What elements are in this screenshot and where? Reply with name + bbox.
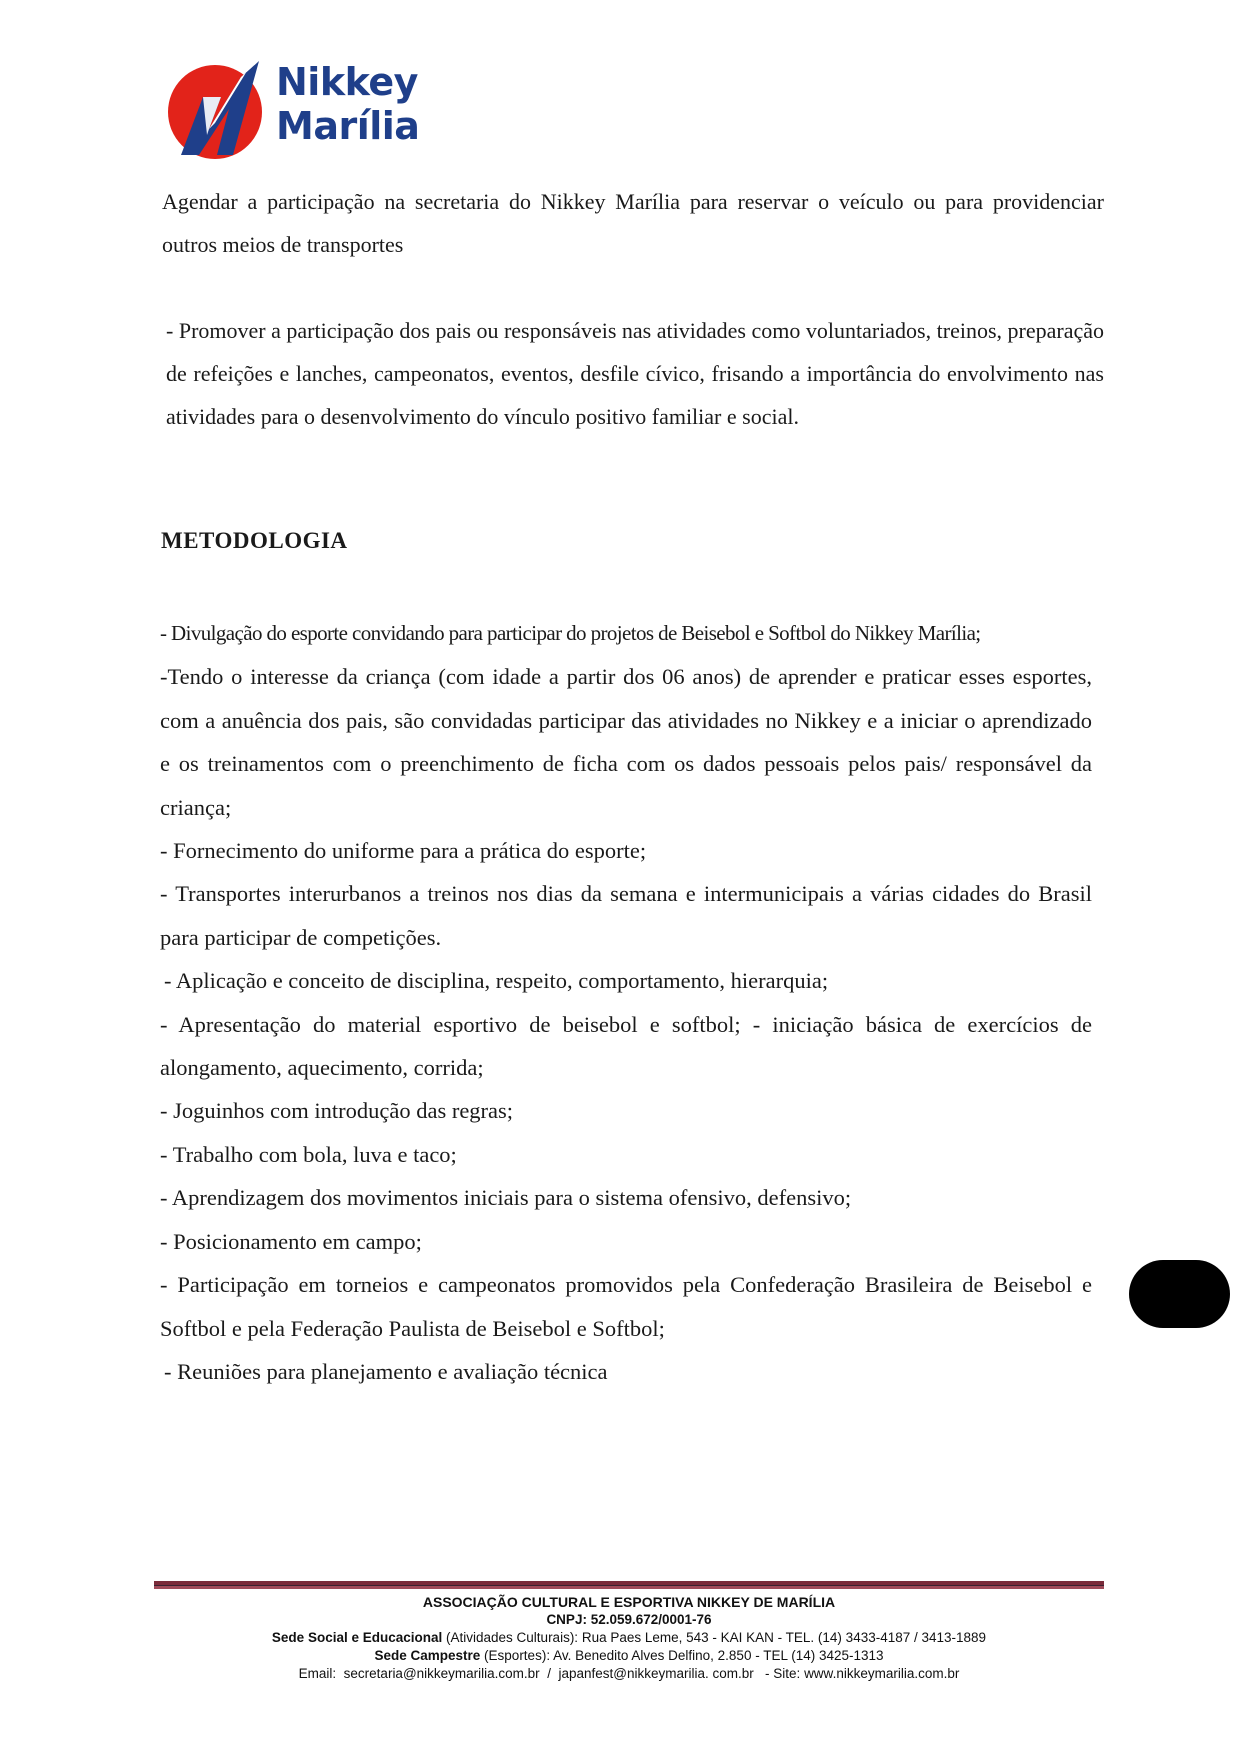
sede-campestre-label: Sede Campestre bbox=[374, 1648, 481, 1663]
footer-divider bbox=[154, 1581, 1104, 1589]
footer-org-name: ASSOCIAÇÃO CULTURAL E ESPORTIVA NIKKEY DE MARÍLIA bbox=[422, 1594, 836, 1610]
list-item: - Transportes interurbanos a treinos nos dias da semana e intermunicipais a várias cidades do Brasil para participar de competições. bbox=[160, 881, 1092, 950]
email-japanfest: japanfest@nikkeymarilia. com.br bbox=[558, 1666, 754, 1681]
site-url: www.nikkeymarilia.com.br bbox=[804, 1666, 960, 1681]
list-item: - Divulgação do esporte convidando para participar do projetos de Beisebol e Softbol do Nikkey Marília; bbox=[160, 621, 981, 645]
paragraph-parents: - Promover a participação dos pais ou responsáveis nas atividades como voluntariados, treinos, preparação de refeições e lanches, campeonatos, eventos, desfile cívico, frisando a importância do envolvimento nas atividades para o desenvolvimento do vínculo positivo familiar e social. bbox=[166, 318, 1104, 429]
list-item: -Tendo o interesse da criança (com idade a partir dos 06 anos) de aprender e praticar esses esportes, com a anuência dos pais, são convidadas participar das atividades no Nikkey e a iniciar o aprendizado e os treinamentos com o preenchimento de ficha com os dados pessoais pelos pais/ responsável da criança; bbox=[160, 664, 1092, 820]
email-label: Email: bbox=[298, 1666, 337, 1681]
sede-social-label: Sede Social e Educacional bbox=[271, 1630, 443, 1645]
logo-line-2: Marília bbox=[276, 104, 420, 148]
list-item: - Fornecimento do uniforme para a prática do esporte; bbox=[160, 838, 647, 864]
logo-wordmark bbox=[276, 60, 419, 148]
sede-social-text: (Atividades Culturais): Rua Paes Leme, 543 - KAI KAN - TEL. (14) 3433-4187 / 3413-1889 bbox=[446, 1630, 987, 1645]
nikkey-marilia-logo-icon bbox=[163, 57, 273, 162]
methodology-list bbox=[160, 612, 1092, 1393]
list-item: - Posicionamento em campo; bbox=[160, 1228, 422, 1254]
logo-line-1: Nikkey bbox=[276, 60, 418, 104]
list-item: - Aprendizagem dos movimentos iniciais para o sistema ofensivo, defensivo; bbox=[160, 1185, 852, 1211]
footer-sede-social bbox=[154, 1629, 1104, 1647]
redaction-mark bbox=[1129, 1260, 1230, 1328]
footer-cnpj: CNPJ: 52.059.672/0001-76 bbox=[546, 1612, 712, 1627]
sede-campestre-text: (Esportes): Av. Benedito Alves Delfino, 2.850 - TEL (14) 3425-1313 bbox=[484, 1648, 884, 1663]
footer-contacts bbox=[154, 1665, 1104, 1683]
list-item: - Aplicação e conceito de disciplina, respeito, comportamento, hierarquia; bbox=[164, 968, 829, 994]
list-item: - Participação em torneios e campeonatos promovidos pela Confederação Brasileira de Beisebol e Softbol e pela Federação Paulista de Beisebol e Softbol; bbox=[160, 1272, 1092, 1341]
paragraph-schedule: Agendar a participação na secretaria do Nikkey Marília para reservar o veículo ou para providenciar outros meios de transportes bbox=[162, 189, 1104, 257]
email-secretaria: secretaria@nikkeymarilia.com.br bbox=[343, 1666, 540, 1681]
email-separator: / bbox=[547, 1666, 551, 1681]
footer bbox=[154, 1593, 1104, 1683]
site-label: - Site: bbox=[765, 1666, 801, 1681]
list-item: - Apresentação do material esportivo de beisebol e softbol; - iniciação básica de exercícios de alongamento, aquecimento, corrida; bbox=[160, 1011, 1092, 1081]
list-item: - Joguinhos com introdução das regras; bbox=[160, 1098, 514, 1124]
list-item: - Reuniões para planejamento e avaliação técnica bbox=[164, 1358, 608, 1384]
logo bbox=[163, 52, 463, 164]
footer-sede-campestre bbox=[154, 1647, 1104, 1665]
section-heading: METODOLOGIA bbox=[161, 528, 348, 553]
list-item: - Trabalho com bola, luva e taco; bbox=[160, 1141, 457, 1167]
